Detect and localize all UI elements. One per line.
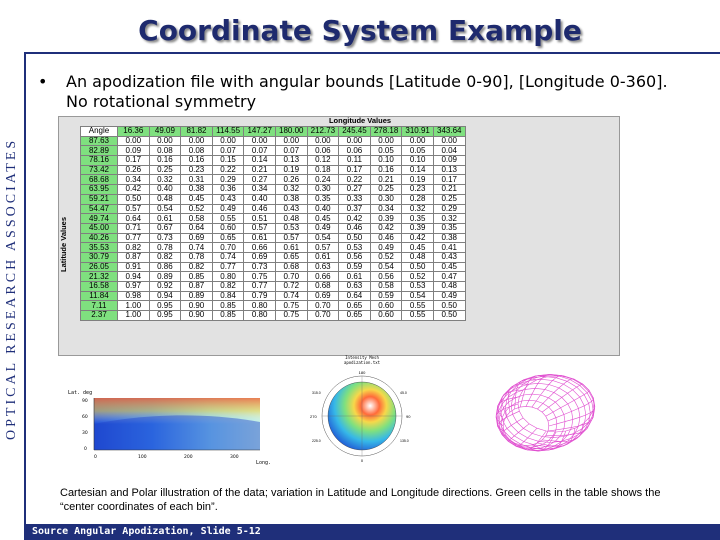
table-cell: 0.52: [370, 252, 402, 262]
table-cell: 0.29: [212, 175, 244, 185]
cart-y-label: Lat. deg: [68, 390, 93, 396]
table-cell: 0.94: [149, 291, 181, 301]
row-header: 68.68: [81, 175, 118, 185]
table-row: [81, 165, 466, 175]
table-cell: 0.91: [118, 262, 150, 272]
table-cell: 0.70: [275, 272, 307, 282]
polar-label-315: 315.0: [312, 391, 321, 395]
table-cell: 0.43: [275, 204, 307, 214]
table-cell: 0.68: [275, 262, 307, 272]
column-header: 310.91: [402, 127, 434, 137]
table-cell: 0.00: [181, 136, 213, 146]
table-cell: 0.00: [118, 136, 150, 146]
table-cell: 0.00: [402, 136, 434, 146]
table-cell: 0.55: [402, 301, 434, 311]
table-cell: 0.64: [339, 291, 371, 301]
table-cell: 0.07: [212, 146, 244, 156]
table-cell: 0.49: [212, 204, 244, 214]
table-cell: 0.42: [339, 214, 371, 224]
table-cell: 0.80: [244, 311, 276, 321]
table-cell: 0.87: [118, 252, 150, 262]
table-cell: 0.78: [149, 243, 181, 253]
column-header: 147.27: [244, 127, 276, 137]
polar-plot: [306, 354, 418, 472]
row-header: 35.53: [81, 243, 118, 253]
column-header: 114.55: [212, 127, 244, 137]
table-cell: 0.80: [244, 301, 276, 311]
table-cell: 0.61: [307, 252, 339, 262]
table-cell: 0.23: [181, 165, 213, 175]
table-cell: 0.95: [149, 301, 181, 311]
row-header: 40.26: [81, 233, 118, 243]
table-cell: 0.60: [370, 301, 402, 311]
table-cell: 0.21: [370, 175, 402, 185]
table-cell: 0.55: [212, 214, 244, 224]
table-cell: 0.53: [339, 243, 371, 253]
table-row: [81, 311, 466, 321]
wire-meridian: [548, 411, 593, 431]
table-cell: 0.55: [402, 311, 434, 321]
polar-label-0: 0: [360, 458, 364, 463]
table-cell: 0.95: [149, 311, 181, 321]
table-cell: 0.52: [402, 272, 434, 282]
table-cell: 0.08: [181, 146, 213, 156]
table-cell: 0.36: [212, 185, 244, 195]
polar-label-135: 135.0: [400, 439, 409, 443]
longitude-title: Longitude Values: [328, 116, 392, 125]
table-cell: 0.65: [339, 301, 371, 311]
table-cell: 0.54: [402, 291, 434, 301]
table-cell: 0.59: [370, 291, 402, 301]
table-row: [81, 291, 466, 301]
table-cell: 0.58: [370, 282, 402, 292]
table-cell: 0.00: [433, 136, 465, 146]
column-header: 49.09: [149, 127, 181, 137]
table-cell: 0.89: [181, 291, 213, 301]
table-cell: 0.60: [370, 311, 402, 321]
table-cell: 0.23: [402, 185, 434, 195]
table-cell: 0.53: [402, 282, 434, 292]
table-cell: 0.65: [275, 252, 307, 262]
table-cell: 0.38: [275, 194, 307, 204]
cart-xtick-100: 100: [138, 455, 147, 460]
row-header: 54.47: [81, 204, 118, 214]
table-cell: 0.58: [181, 214, 213, 224]
table-cell: 0.66: [244, 243, 276, 253]
table-cell: 0.61: [244, 233, 276, 243]
table-cell: 0.32: [275, 185, 307, 195]
table-row: [81, 301, 466, 311]
cart-x-label: Long.: [256, 460, 272, 466]
table-cell: 0.17: [339, 165, 371, 175]
table-cell: 0.25: [433, 194, 465, 204]
table-cell: 0.10: [402, 156, 434, 166]
table-cell: 0.77: [244, 282, 276, 292]
table-cell: 0.71: [118, 223, 150, 233]
table-cell: 0.63: [339, 282, 371, 292]
table-row: [81, 204, 466, 214]
table-cell: 1.00: [118, 301, 150, 311]
latitude-title-text: Latitude Values: [59, 216, 68, 272]
table-cell: 0.00: [149, 136, 181, 146]
table-row: [81, 252, 466, 262]
table-cell: 0.64: [181, 223, 213, 233]
table-cell: 0.07: [275, 146, 307, 156]
table-cell: 0.51: [244, 214, 276, 224]
table-cell: 0.17: [118, 156, 150, 166]
table-cell: 0.40: [307, 204, 339, 214]
column-header: 81.82: [181, 127, 213, 137]
table-cell: 0.42: [402, 233, 434, 243]
table-cell: 0.82: [212, 282, 244, 292]
table-cell: 0.08: [149, 146, 181, 156]
table-cell: 0.16: [181, 156, 213, 166]
table-cell: 0.19: [402, 175, 434, 185]
table-cell: 0.15: [212, 156, 244, 166]
title-underline: [24, 52, 720, 54]
table-cell: 0.26: [118, 165, 150, 175]
table-cell: 0.70: [307, 311, 339, 321]
table-cell: 0.48: [433, 282, 465, 292]
table-cell: 0.56: [370, 272, 402, 282]
row-header: 45.00: [81, 223, 118, 233]
table-cell: 0.09: [433, 156, 465, 166]
column-header: 245.45: [339, 127, 371, 137]
column-header: 16.36: [118, 127, 150, 137]
table-cell: 0.30: [307, 185, 339, 195]
table-cell: 0.45: [181, 194, 213, 204]
table-cell: 0.11: [339, 156, 371, 166]
table-cell: 0.19: [275, 165, 307, 175]
table-cell: 0.13: [433, 165, 465, 175]
table-cell: 0.27: [244, 175, 276, 185]
table-cell: 0.50: [433, 311, 465, 321]
table-cell: 0.77: [212, 262, 244, 272]
table-cell: 0.31: [181, 175, 213, 185]
row-header: 87.63: [81, 136, 118, 146]
footer-bar: [26, 524, 720, 540]
table-cell: 0.39: [402, 223, 434, 233]
table-cell: 0.38: [181, 185, 213, 195]
row-header: 11.84: [81, 291, 118, 301]
table-cell: 0.47: [433, 272, 465, 282]
table-cell: 0.65: [212, 233, 244, 243]
table-cell: 0.73: [244, 262, 276, 272]
table-cell: 0.48: [149, 194, 181, 204]
row-header: 63.95: [81, 185, 118, 195]
table-cell: 0.66: [307, 272, 339, 282]
table-cell: 0.90: [181, 301, 213, 311]
table-cell: 0.21: [433, 185, 465, 195]
table-cell: 0.48: [402, 252, 434, 262]
column-header: 212.73: [307, 127, 339, 137]
table-cell: 0.42: [370, 223, 402, 233]
table-cell: 0.18: [307, 165, 339, 175]
polar-label-180: 180: [358, 370, 366, 375]
polar-label-90: 90: [406, 414, 411, 419]
table-cell: 0.00: [370, 136, 402, 146]
column-header: 180.00: [275, 127, 307, 137]
table-cell: 0.14: [402, 165, 434, 175]
slide-title: Coordinate System Example: [138, 14, 582, 47]
table-row: [81, 194, 466, 204]
row-header: 73.42: [81, 165, 118, 175]
table-cell: 0.54: [370, 262, 402, 272]
table-row: [81, 243, 466, 253]
table-cell: 0.53: [275, 223, 307, 233]
table-cell: 0.35: [433, 223, 465, 233]
table-cell: 0.43: [212, 194, 244, 204]
table-cell: 0.33: [339, 194, 371, 204]
row-header: 82.89: [81, 146, 118, 156]
table-cell: 0.50: [402, 262, 434, 272]
table-cell: 0.61: [339, 272, 371, 282]
table-cell: 0.49: [307, 223, 339, 233]
table-cell: 0.74: [275, 291, 307, 301]
table-cell: 0.14: [244, 156, 276, 166]
table-cell: 0.46: [339, 223, 371, 233]
vertical-rule: [24, 52, 26, 540]
table-cell: 0.16: [149, 156, 181, 166]
bullet-text: An apodization file with angular bounds [Latitude 0-90], [Longitude 0-360]. No rotational symmetry: [66, 72, 668, 111]
table-cell: 0.69: [244, 252, 276, 262]
table-cell: 0.73: [149, 233, 181, 243]
wire-meridian: [548, 397, 593, 421]
table-cell: 0.00: [244, 136, 276, 146]
table-cell: 0.34: [244, 185, 276, 195]
table-cell: 0.48: [275, 214, 307, 224]
table-cell: 0.39: [370, 214, 402, 224]
table-row: [81, 223, 466, 233]
cart-ytick-60: 60: [82, 415, 88, 420]
table-cell: 0.32: [433, 214, 465, 224]
table-cell: 0.74: [212, 252, 244, 262]
cart-xtick-0: 0: [94, 455, 97, 460]
row-header: 49.74: [81, 214, 118, 224]
cartesian-plot: [64, 384, 280, 466]
figure-caption: Cartesian and Polar illustration of the data; variation in Latitude and Longitude directions. Green cells in the table shows the “center coordinates of each bin”.: [60, 487, 661, 513]
table-cell: 0.07: [244, 146, 276, 156]
table-cell: 0.89: [149, 272, 181, 282]
polar-label-270: 270: [310, 414, 317, 419]
table-cell: 0.94: [118, 272, 150, 282]
table-cell: 0.64: [118, 214, 150, 224]
row-header: 16.58: [81, 282, 118, 292]
cart-ytick-90: 90: [82, 399, 88, 404]
table-cell: 0.17: [433, 175, 465, 185]
cart-xtick-200: 200: [184, 455, 193, 460]
table-cell: 0.97: [118, 282, 150, 292]
table-cell: 0.13: [275, 156, 307, 166]
table-cell: 0.69: [307, 291, 339, 301]
table-cell: 0.32: [402, 204, 434, 214]
table-cell: 0.61: [149, 214, 181, 224]
table-cell: 0.80: [212, 272, 244, 282]
table-cell: 0.68: [307, 282, 339, 292]
table-cell: 0.78: [181, 252, 213, 262]
table-cell: 0.25: [370, 185, 402, 195]
table-cell: 0.28: [402, 194, 434, 204]
table-cell: 1.00: [118, 311, 150, 321]
wire-meridian: [515, 428, 537, 446]
table-cell: 0.35: [307, 194, 339, 204]
table-cell: 0.92: [149, 282, 181, 292]
table-row: [81, 262, 466, 272]
table-cell: 0.30: [370, 194, 402, 204]
cart-ytick-0: 0: [84, 447, 87, 452]
table-cell: 0.85: [181, 272, 213, 282]
table-cell: 0.69: [181, 233, 213, 243]
table-cell: 0.49: [370, 243, 402, 253]
table-cell: 0.42: [118, 185, 150, 195]
wireframe-plot: [466, 360, 616, 470]
table-cell: 0.82: [118, 243, 150, 253]
table-cell: 0.67: [149, 223, 181, 233]
table-cell: 0.56: [339, 252, 371, 262]
wireframe-svg: [466, 360, 616, 470]
polar-header-2: apodization.txt: [343, 360, 381, 365]
table-cell: 0.50: [339, 233, 371, 243]
table-cell: 0.09: [118, 146, 150, 156]
apodization-table: [80, 126, 466, 321]
table-cell: 0.05: [370, 146, 402, 156]
table-cell: 0.10: [370, 156, 402, 166]
table-cell: 0.16: [370, 165, 402, 175]
cart-low-band: [94, 415, 260, 450]
table-row: [81, 136, 466, 146]
table-row: [81, 233, 466, 243]
table-cell: 0.54: [307, 233, 339, 243]
table-cell: 0.43: [433, 252, 465, 262]
table-row: [81, 146, 466, 156]
table-cell: 0.75: [275, 301, 307, 311]
table-cell: 0.85: [212, 311, 244, 321]
table-cell: 0.26: [275, 175, 307, 185]
column-header: 278.18: [370, 127, 402, 137]
table-cell: 0.37: [339, 204, 371, 214]
table-cell: 0.57: [307, 243, 339, 253]
row-header: 7.11: [81, 301, 118, 311]
table-cell: 0.54: [149, 204, 181, 214]
table-cell: 0.29: [433, 204, 465, 214]
table-row: [81, 282, 466, 292]
table-cell: 0.24: [307, 175, 339, 185]
table-cell: 0.40: [244, 194, 276, 204]
table-cell: 0.00: [339, 136, 371, 146]
table-cell: 0.50: [433, 301, 465, 311]
row-header: 59.21: [81, 194, 118, 204]
table-cell: 0.27: [339, 185, 371, 195]
cart-ytick-30: 30: [82, 431, 88, 436]
table-cell: 0.34: [370, 204, 402, 214]
row-header: 78.16: [81, 156, 118, 166]
table-cell: 0.57: [118, 204, 150, 214]
table-cell: 0.21: [244, 165, 276, 175]
table-cell: 0.35: [402, 214, 434, 224]
table-row: [81, 175, 466, 185]
table-cell: 0.74: [181, 243, 213, 253]
table-cell: 0.61: [275, 243, 307, 253]
row-header: 2.37: [81, 311, 118, 321]
table-cell: 0.00: [307, 136, 339, 146]
table-cell: 0.70: [212, 243, 244, 253]
brand-vertical-text: OPTICAL RESEARCH ASSOCIATES: [4, 137, 19, 440]
row-header: 26.05: [81, 262, 118, 272]
table-cell: 0.41: [433, 243, 465, 253]
table-cell: 0.46: [370, 233, 402, 243]
table-row: [81, 214, 466, 224]
table-cell: 0.50: [118, 194, 150, 204]
table-cell: 0.75: [244, 272, 276, 282]
table-cell: 0.52: [181, 204, 213, 214]
table-cell: 0.45: [307, 214, 339, 224]
row-header: 30.79: [81, 252, 118, 262]
table-cell: 0.06: [307, 146, 339, 156]
table-cell: 0.45: [433, 262, 465, 272]
polar-header-1: Intensity Mesh: [345, 355, 379, 360]
table-cell: 0.60: [212, 223, 244, 233]
polar-label-45: 45.0: [400, 391, 407, 395]
table-cell: 0.57: [275, 233, 307, 243]
table-cell: 0.57: [244, 223, 276, 233]
table-cell: 0.87: [181, 282, 213, 292]
table-cell: 0.79: [244, 291, 276, 301]
table-cell: 0.90: [181, 311, 213, 321]
bullet-glyph: •: [38, 72, 48, 91]
row-header: 21.32: [81, 272, 118, 282]
table-cell: 0.06: [339, 146, 371, 156]
table-cell: 0.77: [118, 233, 150, 243]
column-header: 343.64: [433, 127, 465, 137]
polar-label-225: 225.0: [312, 439, 321, 443]
table-cell: 0.38: [433, 233, 465, 243]
table-cell: 0.63: [307, 262, 339, 272]
table-cell: 0.49: [433, 291, 465, 301]
table-cell: 0.85: [212, 301, 244, 311]
table-cell: 0.86: [149, 262, 181, 272]
cart-xtick-300: 300: [230, 455, 239, 460]
table-cell: 0.70: [307, 301, 339, 311]
table-cell: 0.05: [402, 146, 434, 156]
table-cell: 0.82: [181, 262, 213, 272]
table-cell: 0.25: [149, 165, 181, 175]
footer-text: Source Angular Apodization, Slide 5-12: [32, 526, 261, 537]
table-row: [81, 272, 466, 282]
table-cell: 0.12: [307, 156, 339, 166]
table-cell: 0.04: [433, 146, 465, 156]
table-cell: 0.22: [339, 175, 371, 185]
table-cell: 0.98: [118, 291, 150, 301]
table-cell: 0.00: [275, 136, 307, 146]
table-row: [81, 185, 466, 195]
table-cell: 0.32: [149, 175, 181, 185]
table-cell: 0.00: [212, 136, 244, 146]
table-cell: 0.72: [275, 282, 307, 292]
table-cell: 0.34: [118, 175, 150, 185]
table-cell: 0.59: [339, 262, 371, 272]
table-corner-header: Angle: [81, 127, 118, 137]
table-cell: 0.75: [275, 311, 307, 321]
table-cell: 0.22: [212, 165, 244, 175]
table-cell: 0.82: [149, 252, 181, 262]
table-cell: 0.46: [244, 204, 276, 214]
table-cell: 0.40: [149, 185, 181, 195]
table-row: [81, 156, 466, 166]
table-cell: 0.65: [339, 311, 371, 321]
table-cell: 0.45: [402, 243, 434, 253]
table-cell: 0.84: [212, 291, 244, 301]
